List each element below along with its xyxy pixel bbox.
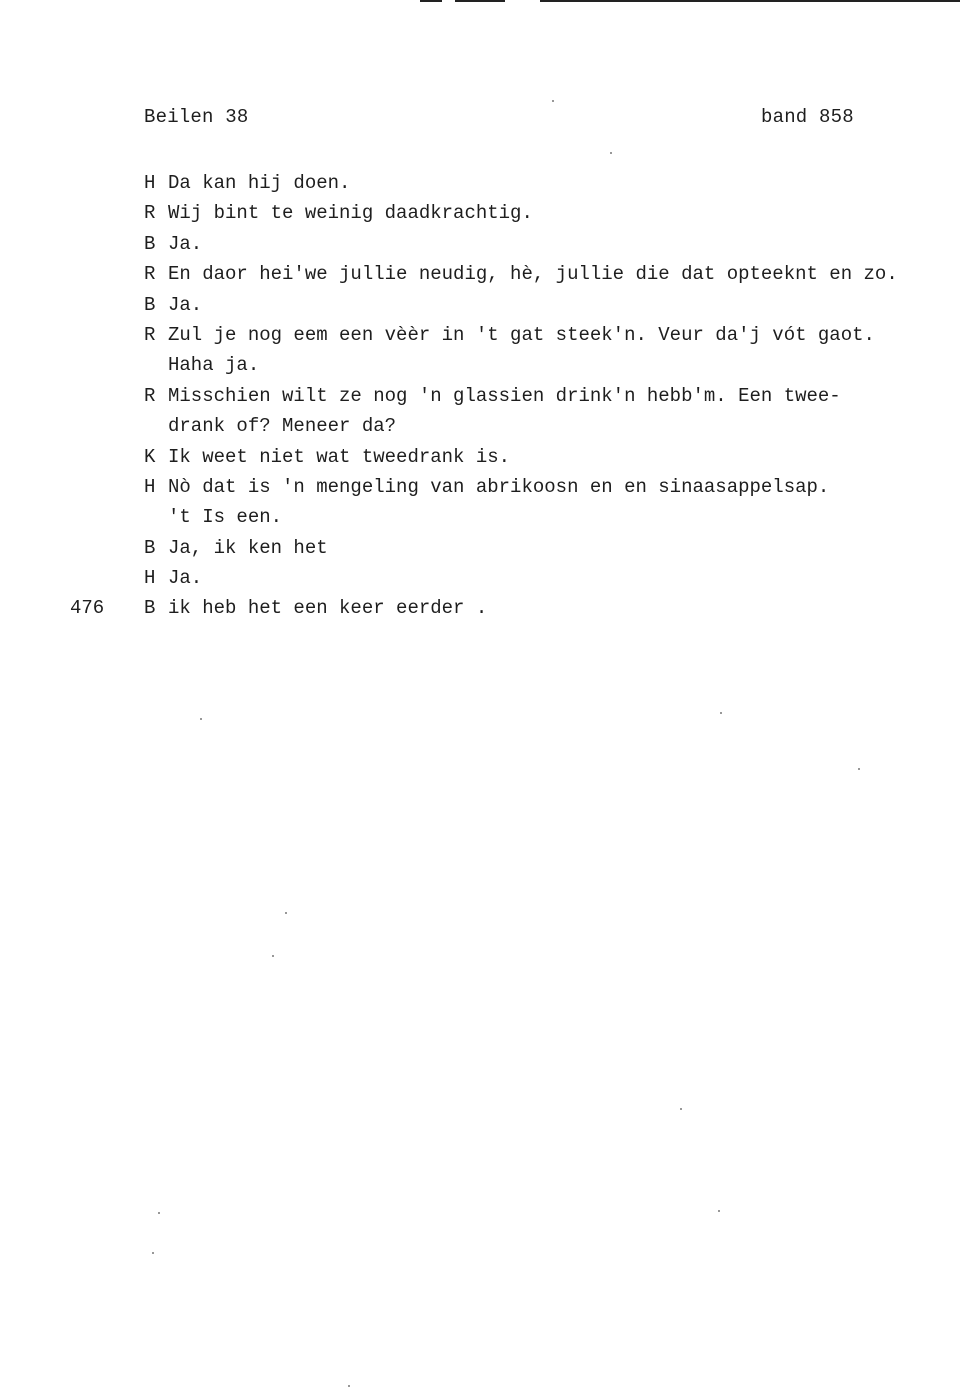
transcript-line xyxy=(144,411,964,441)
speck xyxy=(158,1212,160,1214)
transcript-line xyxy=(144,259,964,289)
transcript-line xyxy=(144,168,964,198)
transcript-line xyxy=(144,350,964,380)
utterance-text: Ja. xyxy=(168,293,203,316)
transcript-line xyxy=(144,442,964,472)
top-rule xyxy=(420,0,442,2)
band-number: band 858 xyxy=(761,106,854,128)
transcript-line xyxy=(144,290,964,320)
speck xyxy=(552,100,554,102)
utterance-text: Zul je nog eem een vèèr in 't gat steek'n. Veur da'j vót gaot. xyxy=(168,323,875,346)
utterance-text: Misschien wilt ze nog 'n glassien drink'n hebb'm. Een twee- xyxy=(168,384,841,407)
utterance-text: Da kan hij doen. xyxy=(168,172,351,194)
document-title: Beilen 38 xyxy=(144,106,249,128)
speck xyxy=(858,768,860,770)
transcript-line xyxy=(144,563,964,593)
transcript-line xyxy=(144,320,964,350)
speck xyxy=(720,712,722,714)
utterance-text: drank of? Meneer da? xyxy=(168,415,397,438)
utterance-text: Haha ja. xyxy=(168,354,260,377)
speaker-code: B xyxy=(144,232,156,255)
transcript-line xyxy=(70,593,964,623)
line-number: 476 xyxy=(70,597,105,620)
utterance-text: Ja, ik ken het xyxy=(168,536,328,559)
speaker-code: R xyxy=(144,384,156,407)
transcript-line xyxy=(144,472,964,502)
utterance-text: Ja. xyxy=(168,232,203,255)
top-rule xyxy=(455,0,505,2)
transcript xyxy=(70,168,964,624)
speaker-code: B xyxy=(144,536,156,559)
transcript-line xyxy=(144,229,964,259)
transcript-line xyxy=(144,533,964,563)
transcript-line xyxy=(144,381,964,411)
speaker-code: B xyxy=(144,293,156,316)
utterance-text: En daor hei'we jullie neudig, hè, jullie die dat opteeknt en zo. xyxy=(168,263,898,286)
speck xyxy=(152,1252,154,1254)
utterance-text: Wij bint te weinig daadkrachtig. xyxy=(168,202,533,225)
utterance-text: Nò dat is 'n mengeling van abrikoosn en en sinaasappelsap. xyxy=(168,475,830,498)
speaker-code: H xyxy=(144,475,156,498)
utterance-text: 't Is een. xyxy=(168,506,283,529)
speaker-code: K xyxy=(144,445,156,468)
speaker-code: R xyxy=(144,323,156,346)
speck xyxy=(272,955,274,957)
utterance-text: Ja. xyxy=(168,567,203,590)
speck xyxy=(285,912,287,914)
utterance-text: ik heb het een keer eerder . xyxy=(168,597,488,620)
speaker-code: H xyxy=(144,567,156,590)
speck xyxy=(200,718,202,720)
utterance-text: Ik weet niet wat tweedrank is. xyxy=(168,445,511,468)
speaker-code: R xyxy=(144,202,156,225)
speaker-code: H xyxy=(144,172,156,194)
speck xyxy=(680,1108,682,1110)
speaker-code: B xyxy=(144,597,156,620)
speck xyxy=(348,1385,350,1387)
speck xyxy=(718,1210,720,1212)
top-rule xyxy=(540,0,960,2)
speaker-code: R xyxy=(144,263,156,286)
transcript-line xyxy=(144,502,964,532)
transcript-line xyxy=(144,198,964,228)
speck xyxy=(610,152,612,154)
